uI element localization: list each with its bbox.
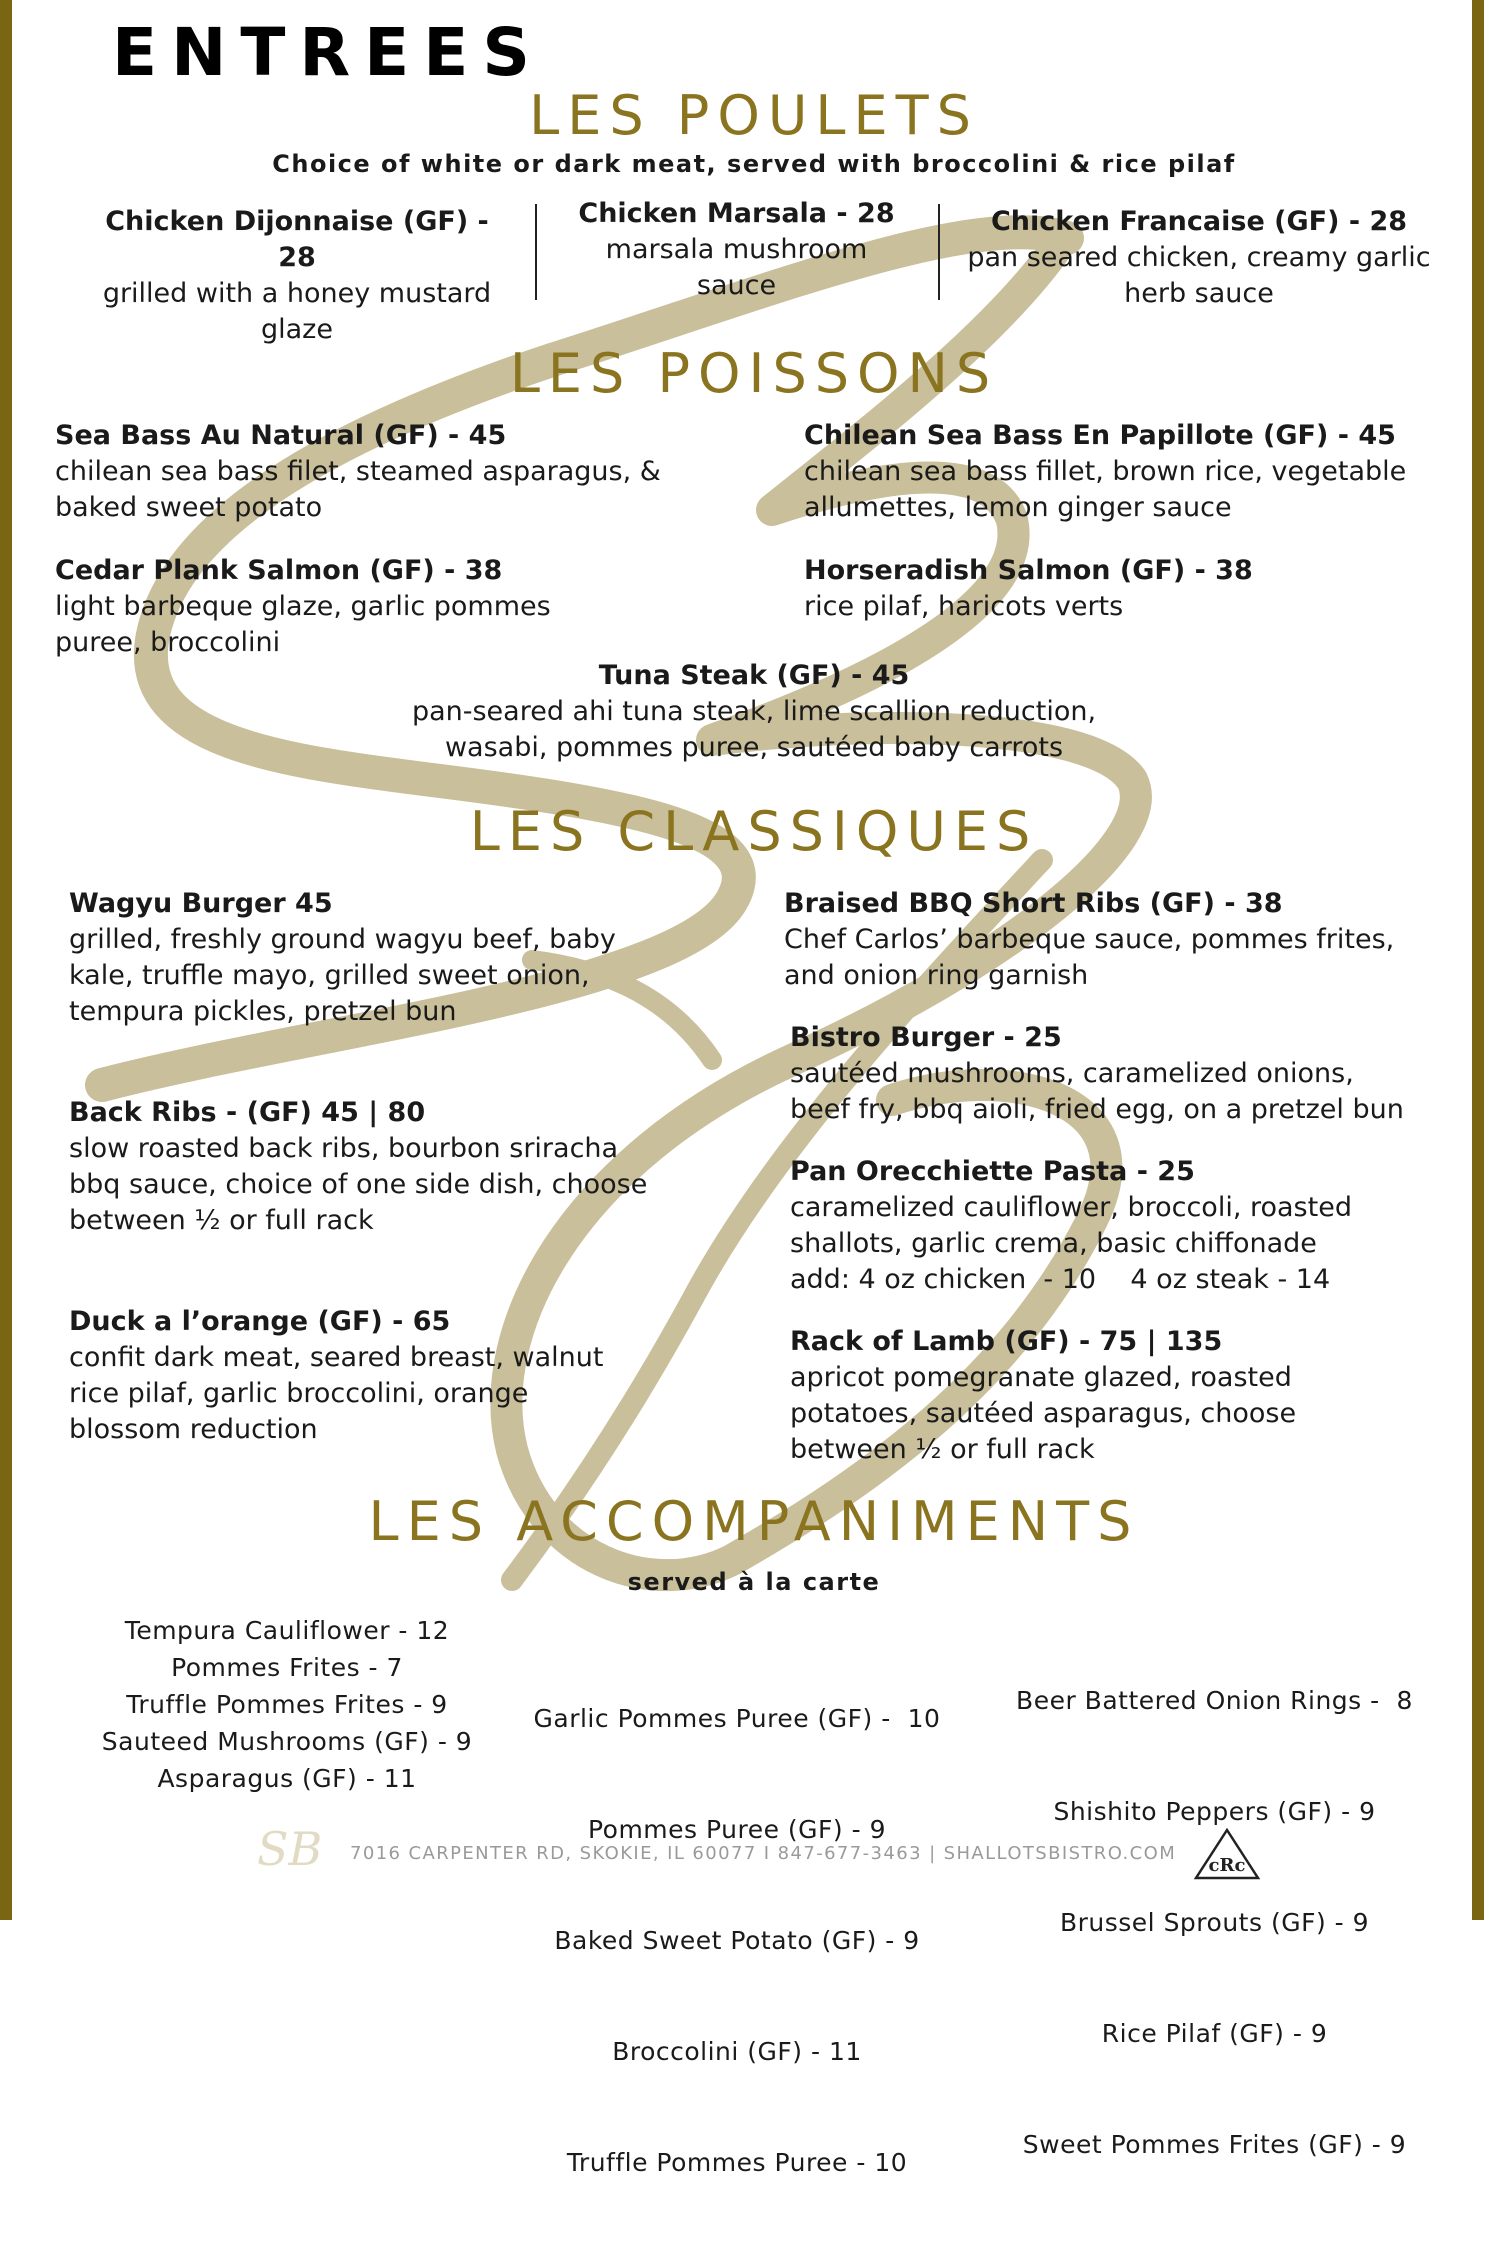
list-item: Rice Pilaf (GF) - 9 (1101, 2019, 1328, 2048)
item-name: Sea Bass Au Natural (GF) - 45 (55, 420, 507, 451)
menu-item (790, 1154, 1470, 1298)
menu-item (790, 1020, 1470, 1128)
list-item: Beer Battered Onion Rings - 8 (1016, 1686, 1413, 1715)
list-item: Shishito Peppers (GF) - 9 (1053, 1797, 1376, 1826)
menu-item (69, 1095, 749, 1239)
item-description: confit dark meat, seared breast, walnut (69, 1342, 604, 1373)
item-name: Duck a l’orange (GF) - 65 (69, 1306, 451, 1337)
list-item: Pommes Frites - 7 (171, 1653, 403, 1682)
item-description: allumettes, lemon ginger sauce (804, 492, 1232, 523)
item-description: grilled with a honey mustard (102, 278, 492, 309)
item-name: Back Ribs - (GF) 45 | 80 (69, 1097, 426, 1128)
item-description: add: 4 oz chicken - 10 4 oz steak - 14 (790, 1264, 1331, 1295)
list-item: Sweet Pommes Frites (GF) - 9 (1022, 2130, 1407, 2159)
item-description: baked sweet potato (55, 492, 323, 523)
column-divider (535, 204, 537, 300)
item-description: light barbeque glaze, garlic pommes (55, 591, 551, 622)
list-item: Brussel Sprouts (GF) - 9 (1059, 1908, 1370, 1937)
footer-address: 7016 CARPENTER RD, SKOKIE, IL 60077 I 847-677-3463 | SHALLOTSBISTRO.COM (350, 1843, 1177, 1864)
menu-item (304, 658, 1204, 766)
side-dish-list (992, 1608, 1437, 2237)
menu-item (82, 204, 512, 348)
side-dish-list (517, 1626, 957, 2255)
item-description: tempura pickles, pretzel bun (69, 996, 457, 1027)
item-description: herb sauce (1124, 278, 1274, 309)
menu-item (952, 204, 1446, 312)
item-name: Braised BBQ Short Ribs (GF) - 38 (784, 888, 1283, 919)
accompaniments-subtitle: served à la carte (627, 1568, 881, 1596)
list-item: Tempura Cauliflower - 12 (124, 1616, 450, 1645)
badge-text: cRc (1208, 1855, 1246, 1876)
list-item: Truffle Pommes Frites - 9 (126, 1690, 448, 1719)
item-description: and onion ring garnish (784, 960, 1089, 991)
section-title-poulets: LES POULETS (529, 84, 979, 147)
menu-item (55, 553, 755, 661)
item-description: marsala mushroom (605, 234, 868, 265)
item-description: sauce (696, 270, 777, 301)
item-description: rice pilaf, garlic broccolini, orange (69, 1378, 529, 1409)
item-name: Rack of Lamb (GF) - 75 | 135 (790, 1326, 1223, 1357)
item-description: sautéed mushrooms, caramelized onions, (790, 1058, 1354, 1089)
menu-item (790, 1324, 1470, 1468)
item-description: pan seared chicken, creamy garlic (967, 242, 1431, 273)
menu-item (69, 886, 749, 1030)
menu-item (784, 886, 1464, 994)
item-name: Tuna Steak (GF) - 45 (598, 660, 910, 691)
item-name: Horseradish Salmon (GF) - 38 (804, 555, 1253, 586)
item-description: rice pilaf, haricots verts (804, 591, 1124, 622)
list-item: Truffle Pommes Puree - 10 (566, 2148, 908, 2177)
item-description: potatoes, sautéed asparagus, choose (790, 1398, 1297, 1429)
item-description: glaze (261, 314, 333, 345)
item-name: Chicken Marsala - 28 (578, 198, 895, 229)
list-item: Asparagus (GF) - 11 (157, 1764, 417, 1793)
menu-item (55, 418, 755, 526)
item-name: Cedar Plank Salmon (GF) - 38 (55, 555, 503, 586)
item-description: between ½ or full rack (790, 1434, 1095, 1465)
page-title: ENTREES (112, 14, 544, 91)
item-name: Chilean Sea Bass En Papillote (GF) - 45 (804, 420, 1396, 451)
item-description: Chef Carlos’ barbeque sauce, pommes frites, (784, 924, 1395, 955)
item-description: grilled, freshly ground wagyu beef, baby (69, 924, 616, 955)
list-item: Garlic Pommes Puree (GF) - 10 (533, 1704, 941, 1733)
list-item: Broccolini (GF) - 11 (612, 2037, 862, 2066)
item-name: Wagyu Burger 45 (69, 888, 333, 919)
menu-item (555, 196, 918, 304)
item-description: caramelized cauliflower, broccoli, roasted (790, 1192, 1352, 1223)
item-name: Chicken Francaise (GF) - 28 (990, 206, 1408, 237)
item-description: chilean sea bass filet, steamed asparagus, & (55, 456, 661, 487)
item-description: blossom reduction (69, 1414, 318, 1445)
item-description: between ½ or full rack (69, 1205, 374, 1236)
section-title-accompaniments: LES ACCOMPANIMENTS (368, 1490, 1140, 1553)
item-description: pan-seared ahi tuna steak, lime scallion reduction, (411, 696, 1097, 727)
section-title-poissons: LES POISSONS (509, 342, 999, 405)
menu-item (69, 1304, 749, 1448)
item-description: chilean sea bass fillet, brown rice, vegetable (804, 456, 1407, 487)
menu-item (804, 553, 1464, 625)
bistro-logo-icon (247, 1810, 337, 1900)
item-description: kale, truffle mayo, grilled sweet onion, (69, 960, 590, 991)
item-name: Bistro Burger - 25 (790, 1022, 1062, 1053)
column-divider (938, 204, 940, 300)
list-item: Baked Sweet Potato (GF) - 9 (554, 1926, 920, 1955)
item-description: beef fry, bbq aioli, fried egg, on a pretzel bun (790, 1094, 1404, 1125)
logo-text: SB (257, 1822, 323, 1876)
item-description: slow roasted back ribs, bourbon sriracha (69, 1133, 619, 1164)
section-title-classiques: LES CLASSIQUES (469, 800, 1039, 863)
menu-item (804, 418, 1464, 526)
item-name: Pan Orecchiette Pasta - 25 (790, 1156, 1195, 1187)
poulets-subtitle: Choice of white or dark meat, served with broccolini & rice pilaf (272, 150, 1236, 178)
item-name: Chicken Dijonnaise (GF) - 28 (105, 206, 489, 273)
item-description: apricot pomegranate glazed, roasted (790, 1362, 1292, 1393)
kosher-certification-icon (1192, 1826, 1262, 1882)
item-description: wasabi, pommes puree, sautéed baby carrots (444, 732, 1064, 763)
list-item: Pommes Puree (GF) - 9 (587, 1815, 887, 1844)
list-item: Sauteed Mushrooms (GF) - 9 (101, 1727, 473, 1756)
item-description: shallots, garlic crema, basic chiffonade (790, 1228, 1317, 1259)
item-description: bbq sauce, choice of one side dish, choose (69, 1169, 648, 1200)
side-dish-list (82, 1612, 492, 1797)
item-description: puree, broccolini (55, 627, 281, 658)
